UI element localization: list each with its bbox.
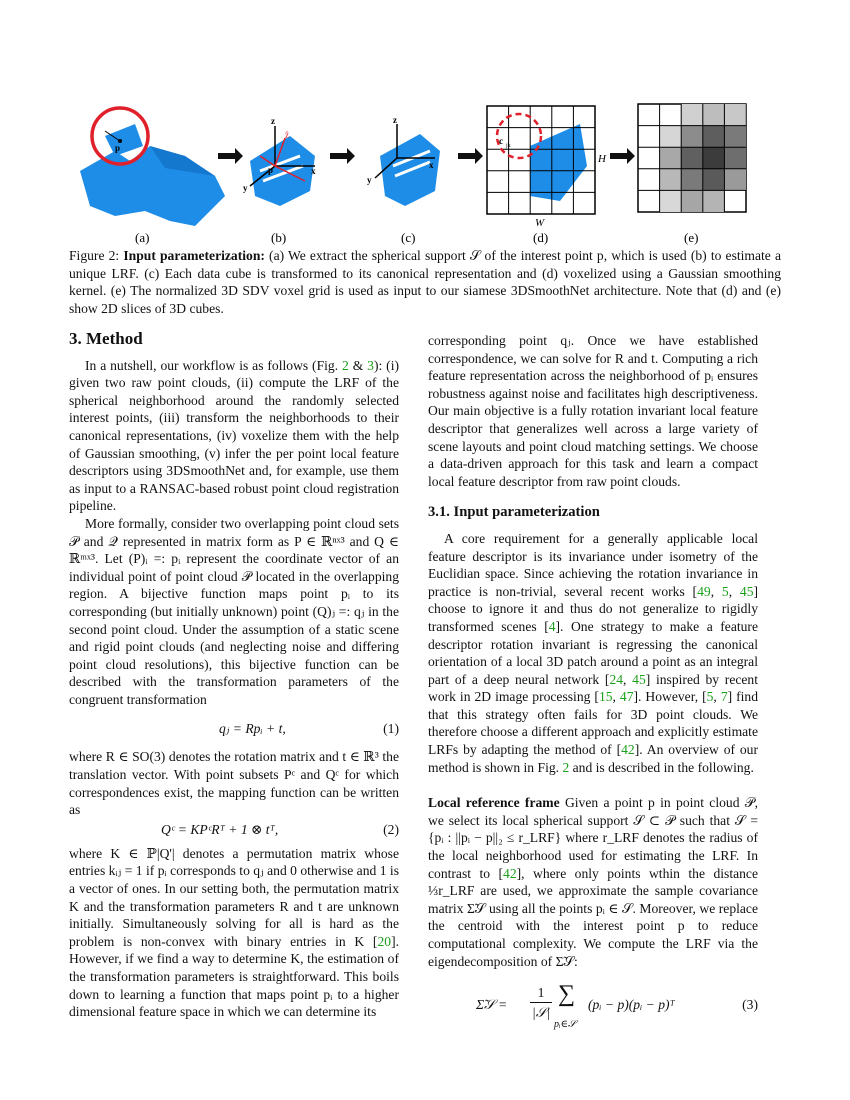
paragraph: Local reference frame Given a point p in point cloud 𝒫, we select its local spherical support 𝒮 ⊂ 𝒫 such that 𝒮 = {pᵢ : ||pᵢ − p||₂ ≤ r_LRF} where r_LRF denotes the radius of the local neighborhood used for estimating the LRF. In contrast to [42], where only points wthin the distance ⅓r_LRF are used, we approximate the sample covariance matrix Σ̃𝒮 using all the points pᵢ ∈ 𝒮. Moreover, we replace the centroid with the interest point p to reduce computational complexity. We compute the LRF via the eigendecomposition of Σ̃𝒮: bbox=[428, 795, 758, 969]
label-c: (c) bbox=[401, 230, 416, 245]
svg-text:ẑ: ẑ bbox=[285, 130, 289, 140]
svg-text:H: H bbox=[598, 153, 606, 165]
panel-e bbox=[638, 104, 746, 245]
panel-c bbox=[367, 115, 440, 245]
figure-caption: Figure 2: Input parameterization: (a) We extract the spherical support 𝒮 of the interest point p, which is used (b) to estimate a unique LRF. (c) Each data cube is transformed to its canonical representation and (d) voxelized using a Gaussian smoothing kernel. (e) The normalized 3D SDV voxel grid is used as input to our siamese 3DSmoothNet architecture. Note that (d) and (e) show 2D slices of 3D cubes. bbox=[69, 248, 781, 316]
svg-text:y: y bbox=[367, 175, 372, 185]
svg-text:W: W bbox=[535, 217, 545, 229]
label-a: (a) bbox=[135, 230, 150, 245]
label-e: (e) bbox=[684, 230, 699, 245]
right-column bbox=[428, 332, 758, 1034]
arrow-icon bbox=[330, 148, 355, 164]
paragraph: where R ∈ SO(3) denotes the rotation matrix and t ∈ ℝ³ the translation vector. With point subsets Pᶜ and Qᶜ for which correspondences exist, the mapping function can be written as bbox=[69, 749, 399, 818]
svg-text:z: z bbox=[271, 116, 275, 126]
subsection-heading: 3.1. Input parameterization bbox=[428, 504, 600, 521]
paragraph: More formally, consider two overlapping point cloud sets 𝒫 and 𝒬 represented in matrix form as P ∈ ℝⁿˣ³ and Q ∈ ℝᵐˣ³. Let (P)ᵢ =: pᵢ represent the coordinate vector of an individual point of point cloud 𝒫 located in the overlapping region. A bijective function maps point pᵢ to its corresponding (but initially unknown) point (Q)ⱼ =: qⱼ in the second point cloud. Under the assumption of a static scene and rigid point clouds (and neglecting noise and differing point cloud resolutions), this bijective function can be described with the transformation parameters of the congruent transformation bbox=[69, 515, 399, 707]
equation-2: Qᶜ = KPᶜRᵀ + 1 ⊗ tᵀ, (2) bbox=[161, 821, 399, 837]
left-column bbox=[69, 330, 399, 1021]
arrow-icon bbox=[610, 148, 635, 164]
panel-a bbox=[80, 108, 225, 245]
svg-text:p: p bbox=[268, 165, 274, 175]
svg-text:c: c bbox=[499, 136, 503, 146]
svg-text:x: x bbox=[311, 166, 316, 176]
equation-3: Σ̃𝒮 = 1 |𝒮| ∑ pᵢ∈𝒮 (pᵢ − p)(pᵢ − p)ᵀ (3) bbox=[476, 981, 758, 1031]
paragraph: In a nutshell, our workflow is as follows (Fig. 2 & 3): (i) given two raw point clouds, (ii) compute the LRF of the spherical neighborhood around the randomly selected interest points, (iii) transform the neighborhoods to their canonical representations, (iv) voxelize them with the help of Gaussian smoothing, (v) infer the per point local feature descriptors using 3DSmoothNet and, for example, use them as input to a RANSAC-based robust point cloud registration pipeline. bbox=[69, 357, 399, 514]
section-heading: 3. Method bbox=[69, 329, 143, 348]
label-p-a: p bbox=[115, 143, 121, 153]
svg-text:y: y bbox=[243, 183, 248, 193]
arrow-icon bbox=[458, 148, 483, 164]
arrow-icon bbox=[218, 148, 243, 164]
svg-text:jk: jk bbox=[506, 143, 511, 149]
figure-2 bbox=[75, 96, 775, 246]
equation-1: qⱼ = Rpᵢ + t, (1) bbox=[219, 721, 399, 737]
paragraph-title: Local reference frame bbox=[428, 795, 560, 811]
svg-text:x: x bbox=[429, 160, 434, 170]
paragraph: A core requirement for a generally applicable local feature descriptor is its invariance under isometry of the Euclidian space. Since achieving the rotation invariance in practice is non-trivial, several recent works [49, 5, 45] choose to ignore it and thus do not generalize to rigidly transformed scenes [4]. One strategy to make a feature descriptor rotation invariant is regressing the canonical orientation of a local 3D patch around a point as an integral part of a deep neural network [24, 45] inspired by recent work in 2D image processing [15, 47]. However, [5, 7] find that this strategy often fails for 3D point clouds. We therefore choose a different approach and explicitly estimate LRFs by adapting the method of [42]. An overview of our method is shown in Fig. 2 and is described in the following. bbox=[428, 530, 759, 775]
label-b: (b) bbox=[271, 230, 287, 245]
panel-b bbox=[243, 116, 316, 245]
svg-text:z: z bbox=[393, 115, 397, 125]
panel-d bbox=[487, 106, 607, 245]
label-d: (d) bbox=[533, 230, 549, 245]
paragraph: corresponding point qⱼ. Once we have established correspondence, we can solve for R and t. Computing a rich feature representation across the neighborhood of pᵢ ensures robustness against noise and facilitates high descriptiveness. Our main objective is a fully rotation invariant local feature descriptor that generalizes well across a large variety of scene layouts and point cloud matching settings. We choose a data-driven approach for this task and learn a compact local feature descriptor from raw point clouds. bbox=[428, 333, 758, 489]
paragraph: where K ∈ ℙ|Q'| denotes a permutation matrix whose entries kᵢⱼ = 1 if pᵢ corresponds to qⱼ and 0 otherwise and 1 is a vector of ones. In our setting both, the permutation matrix K and the transformation parameters R and t are unknown initially. Simultaneously solving for all is hard as the problem is non-convex with binary entries in K [20]. However, if we find a way to determine K, the estimation of the transformation parameters is straightforward. This boils down to learning a function that maps point pᵢ to a higher dimensional feature space in which we can determine its bbox=[69, 845, 399, 1020]
